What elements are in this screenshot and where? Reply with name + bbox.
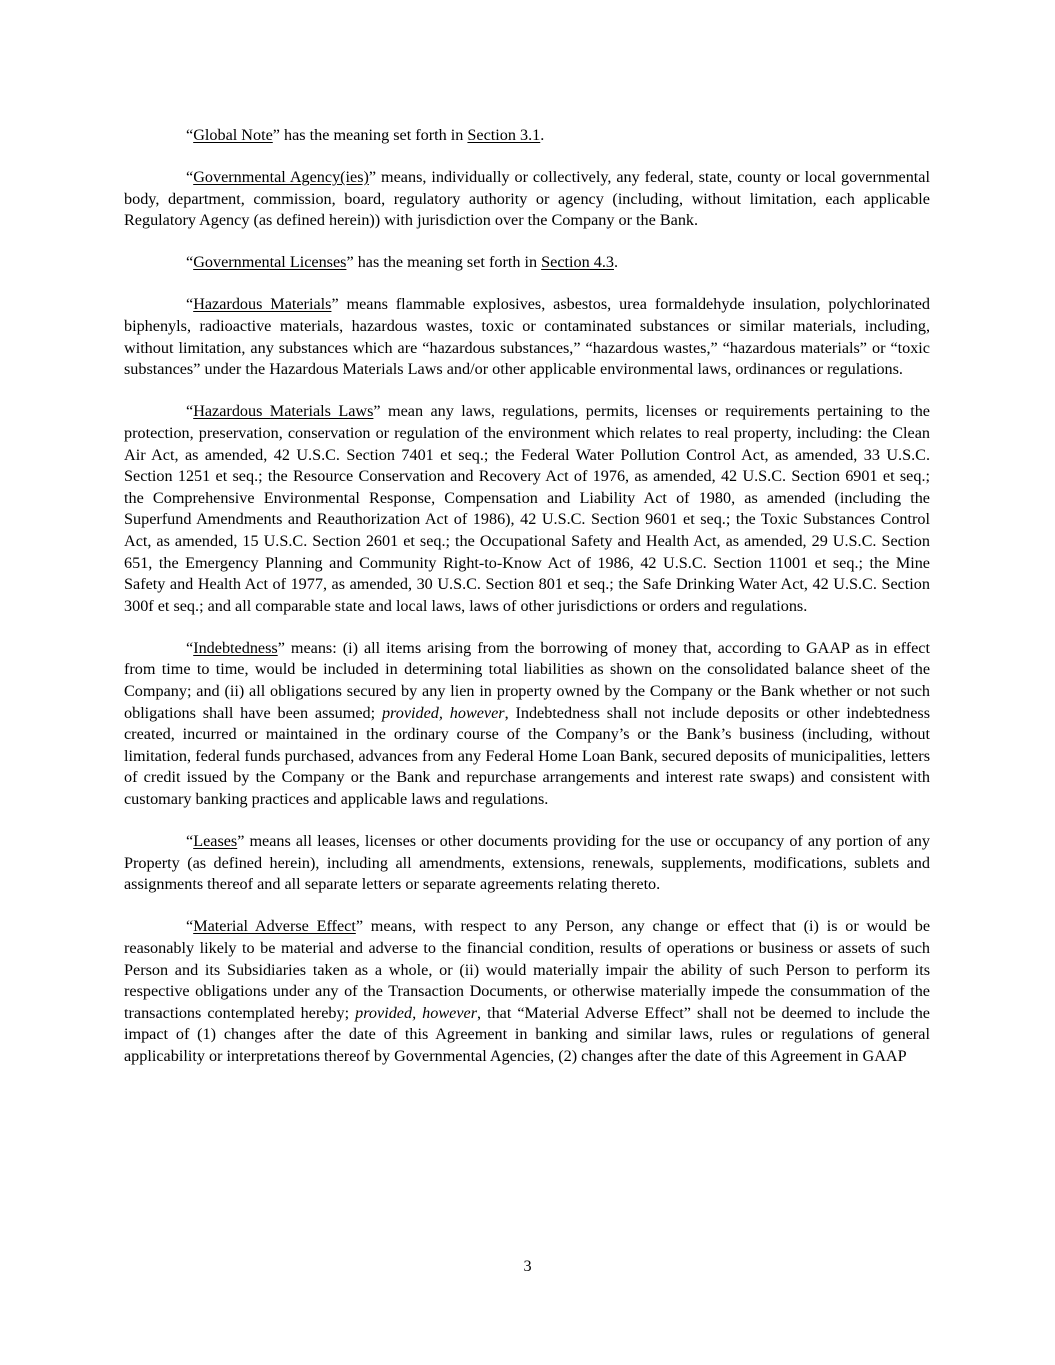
defined-term: Hazardous Materials	[193, 295, 332, 314]
proviso-italic: provided, however	[355, 1003, 477, 1022]
definition-governmental-licenses: “Governmental Licenses” has the meaning set forth in Section 4.3.	[186, 253, 619, 272]
definition-hazardous-materials: “Hazardous Materials” means flammable explosives, asbestos, urea formaldehyde insulation, polychlorinated biphenyls, radioactive materials, hazardous wastes, toxic or contaminated substances or similar materials, including, without limitation, any substances which are “hazardous substances,” “hazardous wastes,” “hazardous materials” or “toxic substances” under the Hazardous Materials Laws and/or other applicable environmental laws, ordinances or regulations.	[124, 295, 930, 379]
defined-term: Hazardous Materials Laws	[193, 402, 374, 421]
document-body	[124, 125, 930, 1088]
defined-term: Leases	[193, 832, 238, 851]
proviso-italic: provided, however	[381, 703, 505, 722]
defined-term: Governmental Agency(ies)	[193, 168, 369, 187]
section-reference-link[interactable]: Section 4.3	[541, 253, 614, 272]
page-number: 3	[523, 1257, 532, 1275]
definition-global-note: “Global Note” has the meaning set forth in Section 3.1.	[186, 126, 545, 144]
definition-governmental-agencies: “Governmental Agency(ies)” means, individually or collectively, any federal, state, county or local governmental body, department, commission, board, regulatory authority or agency (including, without limitation, each applicable Regulatory Agency (as defined herein)) with jurisdiction over the Company or the Bank.	[124, 168, 930, 230]
defined-term: Material Adverse Effect	[193, 917, 356, 936]
definition-leases: “Leases” means all leases, licenses or other documents providing for the use or occupancy of any portion of any Property (as defined herein), including all amendments, extensions, renewals, supplements, modifications, sublets and assignments thereof and all separate letters or separate agreements relating thereto.	[124, 832, 930, 894]
definition-material-adverse-effect: “Material Adverse Effect” means, with respect to any Person, any change or effect that (i) is or would be reasonably likely to be material and adverse to the financial condition, results of operations or business or assets of such Person and its Subsidiaries taken as a whole, or (ii) would materially impair the ability of such Person to perform its respective obligations under any of the Transaction Documents, or otherwise materially impede the consummation of the transactions contemplated hereby; provided, however, that “Material Adverse Effect” shall not be deemed to include the impact of (1) changes after the date of this Agreement in banking and similar laws, rules or regulations of general applicability or interpretations thereof by Governmental Agencies, (2) changes after the date of this Agreement in GAAP	[124, 917, 930, 1065]
defined-term: Global Note	[193, 126, 273, 144]
section-reference-link[interactable]: Section 3.1	[467, 126, 541, 144]
defined-term: Governmental Licenses	[193, 253, 347, 272]
defined-term: Indebtedness	[193, 638, 278, 657]
definition-indebtedness: “Indebtedness” means: (i) all items arising from the borrowing of money that, according to GAAP as in effect from time to time, would be included in determining total liabilities as shown on the consolidated balance sheet of the Company; and (ii) all obligations secured by any lien in property owned by the Company or the Bank whether or not such obligations shall have been assumed; provided, however, Indebtedness shall not include deposits or other indebtedness created, incurred or maintained in the ordinary course of the Company’s or the Bank’s business (including, without limitation, federal funds purchased, advances from any Federal Home Loan Bank, secured deposits of municipalities, letters of credit issued by the Company or the Bank and repurchase arrangements and interest rate swaps) and consistent with customary banking practices and applicable laws and regulations.	[124, 638, 930, 808]
definition-hazardous-materials-laws: “Hazardous Materials Laws” mean any laws, regulations, permits, licenses or requirements pertaining to the protection, preservation, conservation or regulation of the environment which relates to real property, including: the Clean Air Act, as amended, 42 U.S.C. Section 7401 et seq.; the Federal Water Pollution Control Act, as amended, 33 U.S.C. Section 1251 et seq.; the Resource Conservation and Recovery Act of 1976, as amended, 42 U.S.C. Section 6901 et seq.; the Comprehensive Environmental Response, Compensation and Liability Act of 1980, as amended (including the Superfund Amendments and Reauthorization Act of 1986), 42 U.S.C. Section 9601 et seq.; the Toxic Substances Control Act, as amended, 15 U.S.C. Section 2601 et seq.; the Occupational Safety and Health Act, as amended, 29 U.S.C. Section 651, the Emergency Planning and Community Right-to-Know Act of 1986, 42 U.S.C. Section 11001 et seq.; the Mine Safety and Health Act of 1977, as amended, 30 U.S.C. Section 801 et seq.; the Safe Drinking Water Act, 42 U.S.C. Section 300f et seq.; and all comparable state and local laws, laws of other jurisdictions or orders and regulations.	[124, 402, 930, 615]
